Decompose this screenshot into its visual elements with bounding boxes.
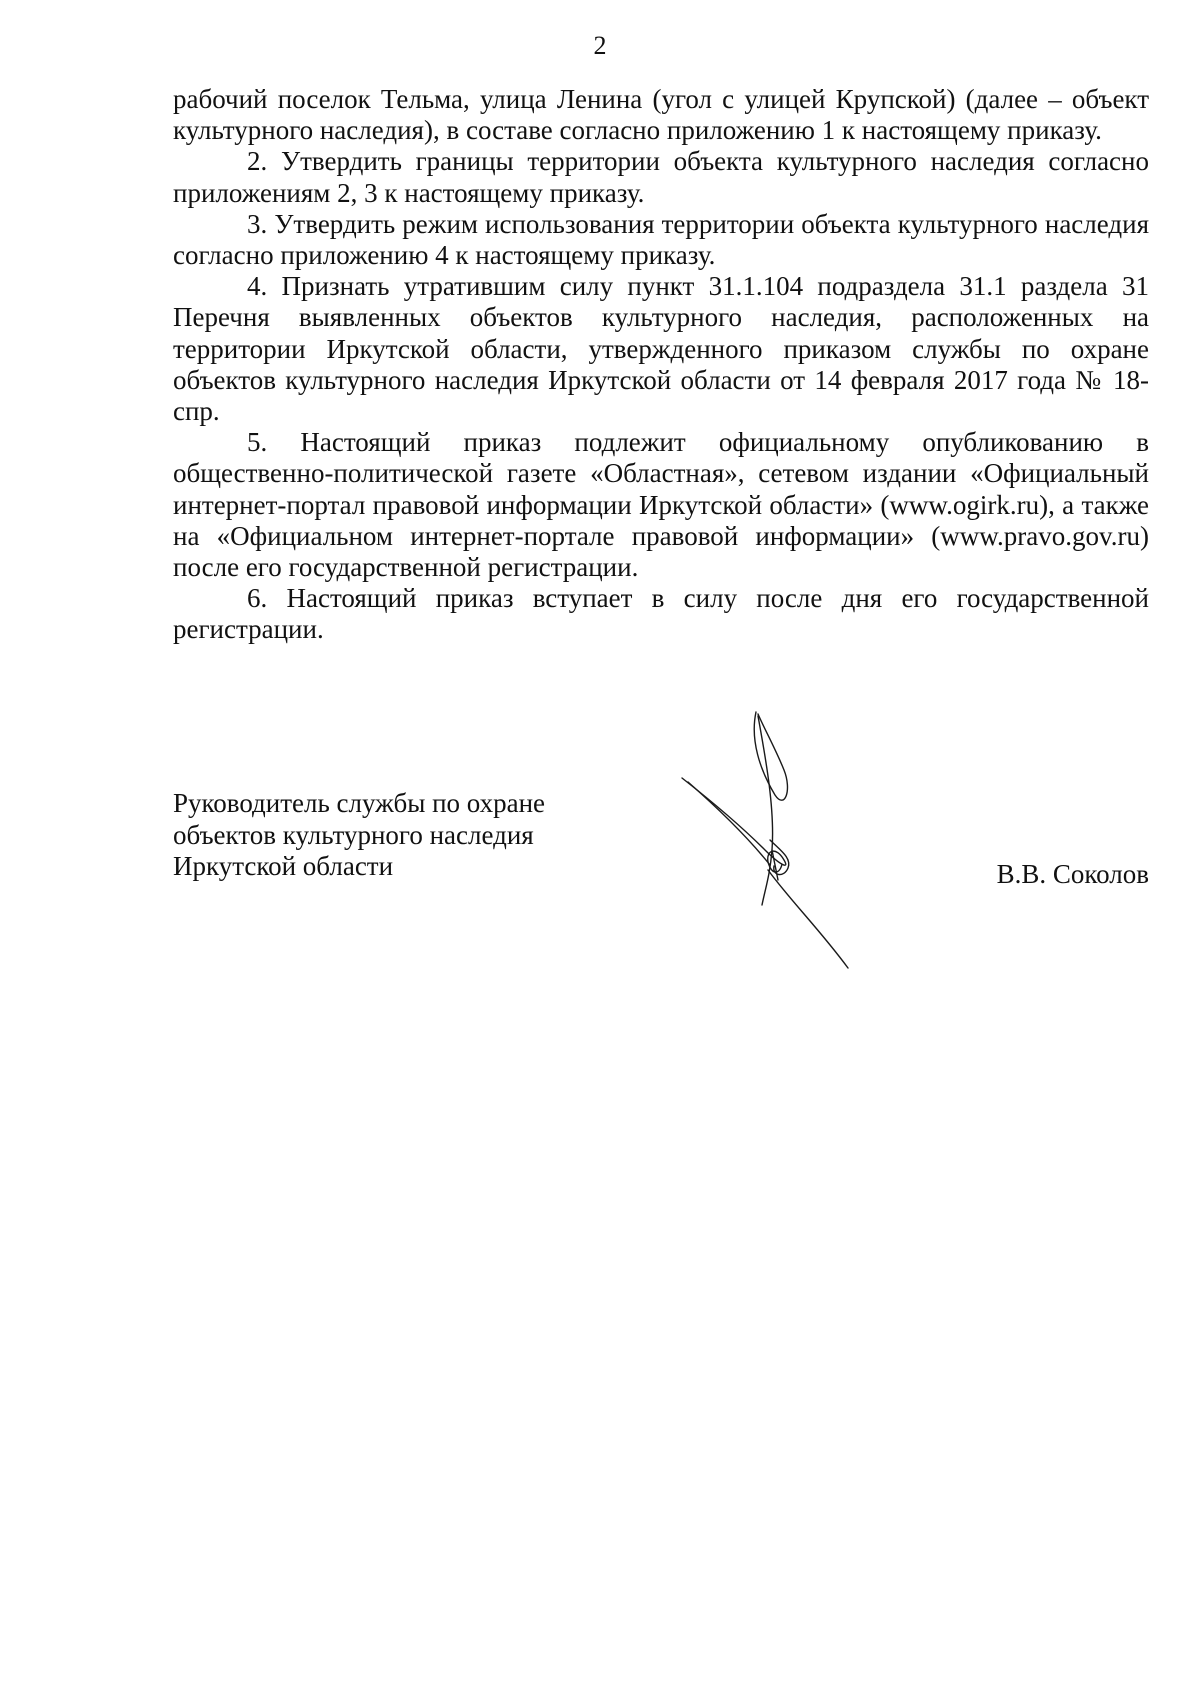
paragraph-item-2: 2. Утвердить границы территории объекта культурного наследия согласно приложениям 2, 3 к настоящему приказу. xyxy=(173,146,1149,208)
signer-position-line: Руководитель службы по охране xyxy=(173,788,546,818)
signer-position-line: Иркутской области xyxy=(173,851,394,881)
paragraph-item-6: 6. Настоящий приказ вступает в силу после дня его государственной регистрации. xyxy=(173,583,1149,645)
document-body xyxy=(173,84,1149,646)
paragraph-item-4: 4. Признать утратившим силу пункт 31.1.104 подраздела 31.1 раздела 31 Перечня выявленных объектов культурного наследия, расположенных на территории Иркутской области, утвержденного приказом службы по охране объектов культурного наследия Иркутской области от 14 февраля 2017 года № 18-спр. xyxy=(173,271,1149,427)
signer-position-line: объектов культурного наследия xyxy=(173,819,534,850)
paragraph-item-3: 3. Утвердить режим использования территории объекта культурного наследия согласно приложению 4 к настоящему приказу. xyxy=(173,208,1149,271)
handwritten-signature xyxy=(680,700,920,980)
paragraph-item-5: 5. Настоящий приказ подлежит официальному опубликованию в общественно-политической газете «Областная», сетевом издании «Официальный интернет-портал правовой информации Иркутской области» (www.ogirk.ru), а также на «Официальном интернет-портале правовой информации» (www.pravo.gov.ru) после его государственной регистрации. xyxy=(173,427,1149,583)
page-number: 2 xyxy=(593,31,607,60)
paragraph-continuation: рабочий поселок Тельма, улица Ленина (угол с улицей Крупской) (далее – объект культурного наследия), в составе согласно приложению 1 к настоящему приказу. xyxy=(173,84,1149,146)
signer-name: В.В. Соколов xyxy=(996,859,1149,889)
signer-position xyxy=(173,788,593,883)
